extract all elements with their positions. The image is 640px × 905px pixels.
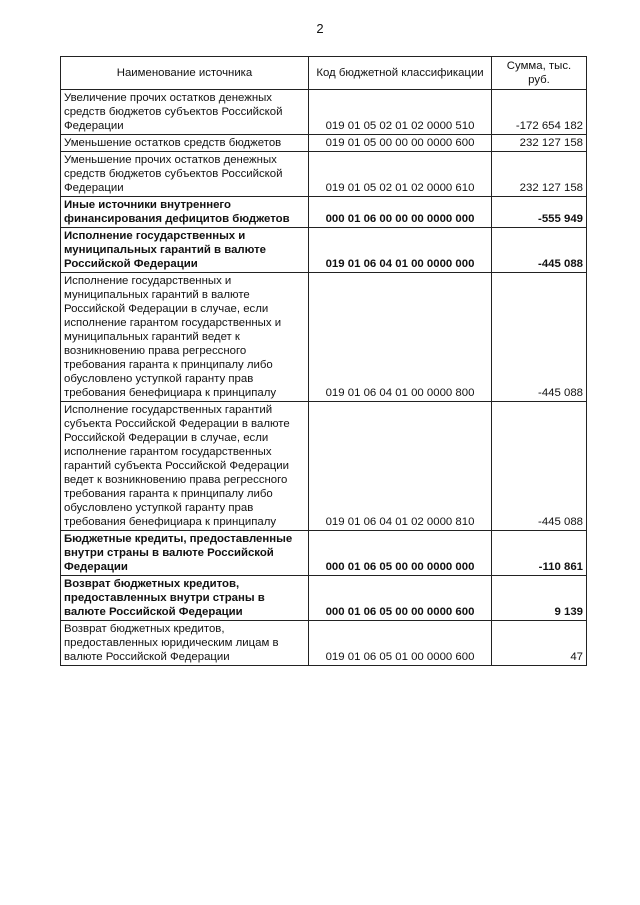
row-code: 019 01 06 04 01 00 0000 000 bbox=[309, 228, 492, 273]
table-row bbox=[61, 228, 587, 273]
row-name: Иные источники внутреннего финансирования дефицитов бюджетов bbox=[61, 197, 309, 228]
row-code: 019 01 05 02 01 02 0000 510 bbox=[309, 90, 492, 135]
row-name: Исполнение государственных и муниципальных гарантий в валюте Российской Федерации bbox=[61, 228, 309, 273]
row-code: 019 01 06 05 01 00 0000 600 bbox=[309, 621, 492, 666]
table-row bbox=[61, 531, 587, 576]
row-code: 019 01 05 00 00 00 0000 600 bbox=[309, 135, 492, 152]
budget-sources-table bbox=[60, 56, 587, 666]
table-row bbox=[61, 621, 587, 666]
row-name: Уменьшение прочих остатков денежных средств бюджетов субъектов Российской Федерации bbox=[61, 152, 309, 197]
row-name: Бюджетные кредиты, предоставленные внутри страны в валюте Российской Федерации bbox=[61, 531, 309, 576]
row-sum: -445 088 bbox=[492, 402, 587, 531]
row-name: Уменьшение остатков средств бюджетов bbox=[61, 135, 309, 152]
row-sum: -555 949 bbox=[492, 197, 587, 228]
table-row bbox=[61, 402, 587, 531]
table-row bbox=[61, 576, 587, 621]
table-row bbox=[61, 197, 587, 228]
table-row bbox=[61, 135, 587, 152]
row-sum: -172 654 182 bbox=[492, 90, 587, 135]
row-name: Увеличение прочих остатков денежных средств бюджетов субъектов Российской Федерации bbox=[61, 90, 309, 135]
row-sum: 232 127 158 bbox=[492, 152, 587, 197]
row-code: 019 01 06 04 01 00 0000 800 bbox=[309, 273, 492, 402]
row-name: Возврат бюджетных кредитов, предоставленных внутри страны в валюте Российской Федерации bbox=[61, 576, 309, 621]
row-code: 019 01 06 04 01 02 0000 810 bbox=[309, 402, 492, 531]
header-budget-code: Код бюджетной классификации bbox=[309, 57, 492, 90]
page-number: 2 bbox=[316, 21, 324, 36]
row-name: Исполнение государственных и муниципальных гарантий в валюте Российской Федерации в случае, если исполнение гарантом государственных и муниципальных гарантий ведет к возникновению права регрессного требования гаранта к принципалу либо обусловлено уступкой гаранту прав требования бенефициара к принципалу bbox=[61, 273, 309, 402]
table-row bbox=[61, 90, 587, 135]
row-name: Исполнение государственных гарантий субъекта Российской Федерации в валюте Российской Федерации в случае, если исполнение гарантом государственных гарантий субъекта Российской Федерации ведет к возникновению права регрессного требования гаранта к принципалу либо обусловлено уступкой гаранту прав требования бенефициара к принципалу bbox=[61, 402, 309, 531]
row-code: 000 01 06 05 00 00 0000 000 bbox=[309, 531, 492, 576]
row-code: 000 01 06 00 00 00 0000 000 bbox=[309, 197, 492, 228]
row-sum: -110 861 bbox=[492, 531, 587, 576]
row-sum: 47 bbox=[492, 621, 587, 666]
header-amount: Сумма, тыс. руб. bbox=[492, 57, 587, 90]
table-header-row bbox=[61, 57, 587, 90]
table-row bbox=[61, 152, 587, 197]
row-sum: 9 139 bbox=[492, 576, 587, 621]
row-sum: 232 127 158 bbox=[492, 135, 587, 152]
row-sum: -445 088 bbox=[492, 228, 587, 273]
table-row bbox=[61, 273, 587, 402]
row-name: Возврат бюджетных кредитов, предоставленных юридическим лицам в валюте Российской Федерации bbox=[61, 621, 309, 666]
row-code: 000 01 06 05 00 00 0000 600 bbox=[309, 576, 492, 621]
row-code: 019 01 05 02 01 02 0000 610 bbox=[309, 152, 492, 197]
row-sum: -445 088 bbox=[492, 273, 587, 402]
header-source-name: Наименование источника bbox=[61, 57, 309, 90]
table-body bbox=[61, 90, 587, 666]
